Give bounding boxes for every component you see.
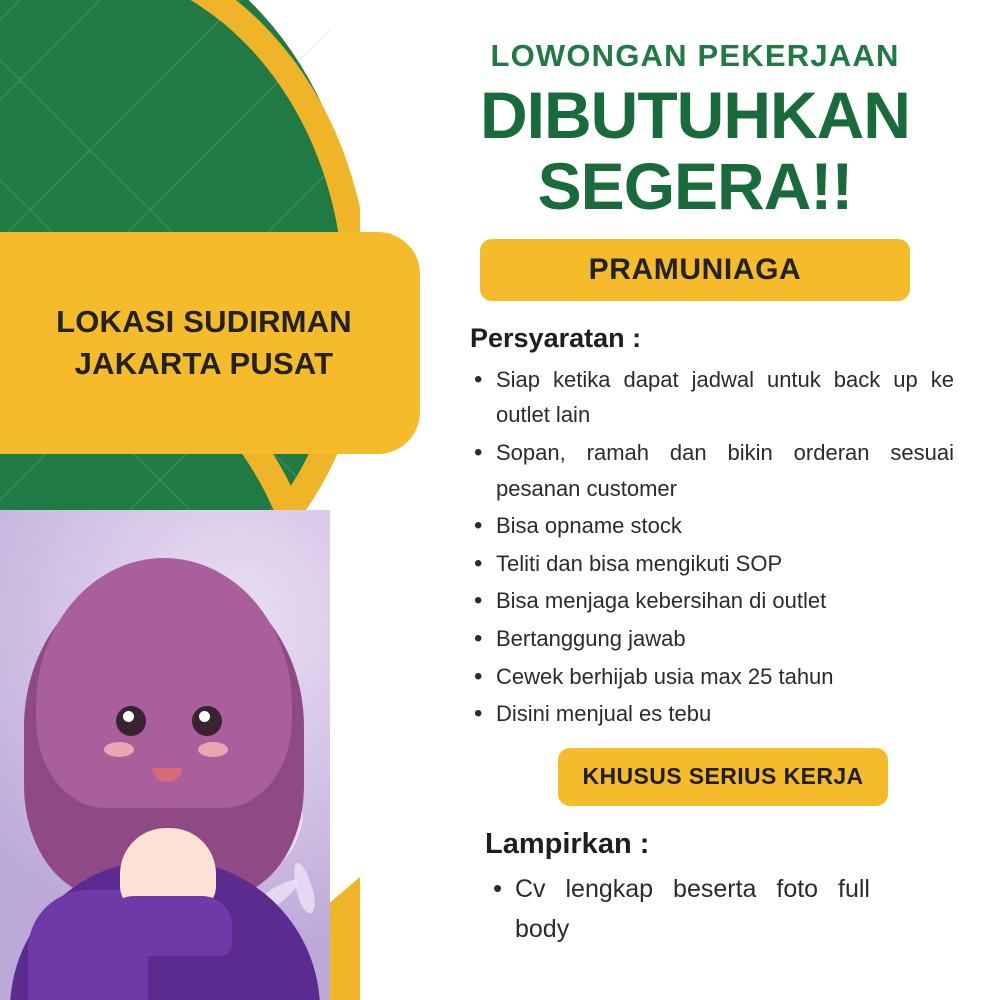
list-item: • Teliti dan bisa mengikuti SOP bbox=[496, 546, 960, 582]
location-line-2: JAKARTA PUSAT bbox=[74, 346, 334, 381]
requirements-title: Persyaratan : bbox=[470, 322, 642, 353]
list-item: • Bisa menjaga kebersihan di outlet bbox=[496, 583, 960, 619]
list-item: • Disini menjual es tebu bbox=[496, 696, 960, 732]
poster-content bbox=[400, 0, 1000, 1000]
location-badge bbox=[0, 232, 420, 454]
eye-left bbox=[116, 706, 146, 736]
sleeve-cuff-shape bbox=[104, 896, 232, 956]
requirements-list bbox=[430, 362, 960, 732]
list-item: • Cv lengkap beserta foto full body bbox=[515, 869, 960, 950]
list-item: • Sopan, ramah dan bikin orderan sesuai pesanan customer bbox=[496, 435, 960, 506]
list-item: • Bertanggung jawab bbox=[496, 621, 960, 657]
list-item: • Bisa opname stock bbox=[496, 508, 960, 544]
location-line-1: LOKASI SUDIRMAN bbox=[56, 304, 352, 340]
role-label: PRAMUNIAGA bbox=[588, 252, 802, 286]
attachment-title: Lampirkan : bbox=[485, 827, 650, 860]
headline-line-1: DIBUTUHKAN bbox=[480, 78, 910, 152]
illustrated-woman-figure bbox=[0, 510, 330, 1000]
role-badge bbox=[480, 239, 910, 301]
serious-work-label: KHUSUS SERIUS KERJA bbox=[582, 763, 864, 790]
blush-right bbox=[198, 742, 228, 757]
location-text bbox=[28, 301, 352, 385]
list-item: • Siap ketika dapat jadwal untuk back up ke outlet lain bbox=[496, 362, 960, 433]
kicker-text: LOWONGAN PEKERJAAN bbox=[490, 38, 900, 73]
serious-work-badge bbox=[558, 748, 888, 806]
blush-left bbox=[104, 742, 134, 757]
headline-line-2: SEGERA!! bbox=[537, 149, 853, 224]
list-item: • Cewek berhijab usia max 25 tahun bbox=[496, 659, 960, 695]
eye-right bbox=[192, 706, 222, 736]
attachment-list bbox=[430, 869, 960, 950]
model-photo bbox=[0, 510, 330, 1000]
